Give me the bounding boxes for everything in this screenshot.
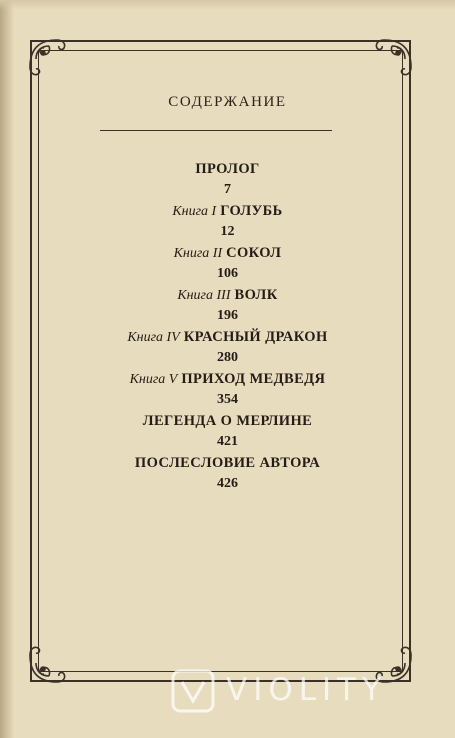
toc-page-number: 354 bbox=[217, 392, 238, 407]
toc-entry bbox=[0, 326, 455, 368]
toc-page-number: 426 bbox=[217, 476, 238, 491]
toc-page-number: 280 bbox=[217, 350, 238, 365]
toc-entry bbox=[0, 368, 455, 410]
toc-entry-title: СОКОЛ bbox=[226, 245, 282, 261]
toc-entry-title: ЛЕГЕНДА О МЕРЛИНЕ bbox=[142, 413, 313, 429]
toc-book-label: Книга I bbox=[172, 204, 217, 219]
toc-page-number: 7 bbox=[224, 182, 231, 197]
toc-entry-title: ПРИХОД МЕДВЕДЯ bbox=[181, 371, 326, 387]
toc-entry-title: ПОСЛЕСЛОВИЕ АВТОРА bbox=[134, 455, 321, 471]
toc-book-label: Книга V bbox=[129, 372, 178, 387]
toc-entry bbox=[0, 158, 455, 200]
toc-entry bbox=[0, 200, 455, 242]
table-of-contents bbox=[0, 158, 455, 494]
watermark bbox=[170, 668, 440, 716]
page-top-shadow bbox=[0, 0, 455, 10]
toc-page-number: 421 bbox=[217, 434, 238, 449]
toc-book-label: Книга IV bbox=[127, 330, 180, 345]
toc-book-label: Книга II bbox=[173, 246, 223, 261]
corner-ornament-icon bbox=[368, 37, 414, 83]
toc-page-number: 106 bbox=[217, 266, 238, 281]
toc-page-number: 196 bbox=[217, 308, 238, 323]
toc-page-number: 12 bbox=[220, 224, 235, 239]
page-title: СОДЕРЖАНИЕ bbox=[168, 94, 287, 110]
toc-book-label: Книга III bbox=[177, 288, 231, 303]
toc-entry bbox=[0, 410, 455, 452]
toc-entry-title: ПРОЛОГ bbox=[195, 161, 260, 177]
corner-ornament-icon bbox=[27, 639, 73, 685]
toc-entry-title: ГОЛУБЬ bbox=[220, 203, 283, 219]
violity-logo-icon bbox=[170, 668, 216, 714]
toc-entry-title: ВОЛК bbox=[234, 287, 278, 303]
title-divider bbox=[100, 130, 332, 131]
toc-entry bbox=[0, 452, 455, 494]
watermark-text: VIOLITY bbox=[226, 672, 388, 708]
corner-ornament-icon bbox=[27, 37, 73, 83]
toc-entry bbox=[0, 284, 455, 326]
toc-entry bbox=[0, 242, 455, 284]
toc-entry-title: КРАСНЫЙ ДРАКОН bbox=[183, 329, 328, 345]
